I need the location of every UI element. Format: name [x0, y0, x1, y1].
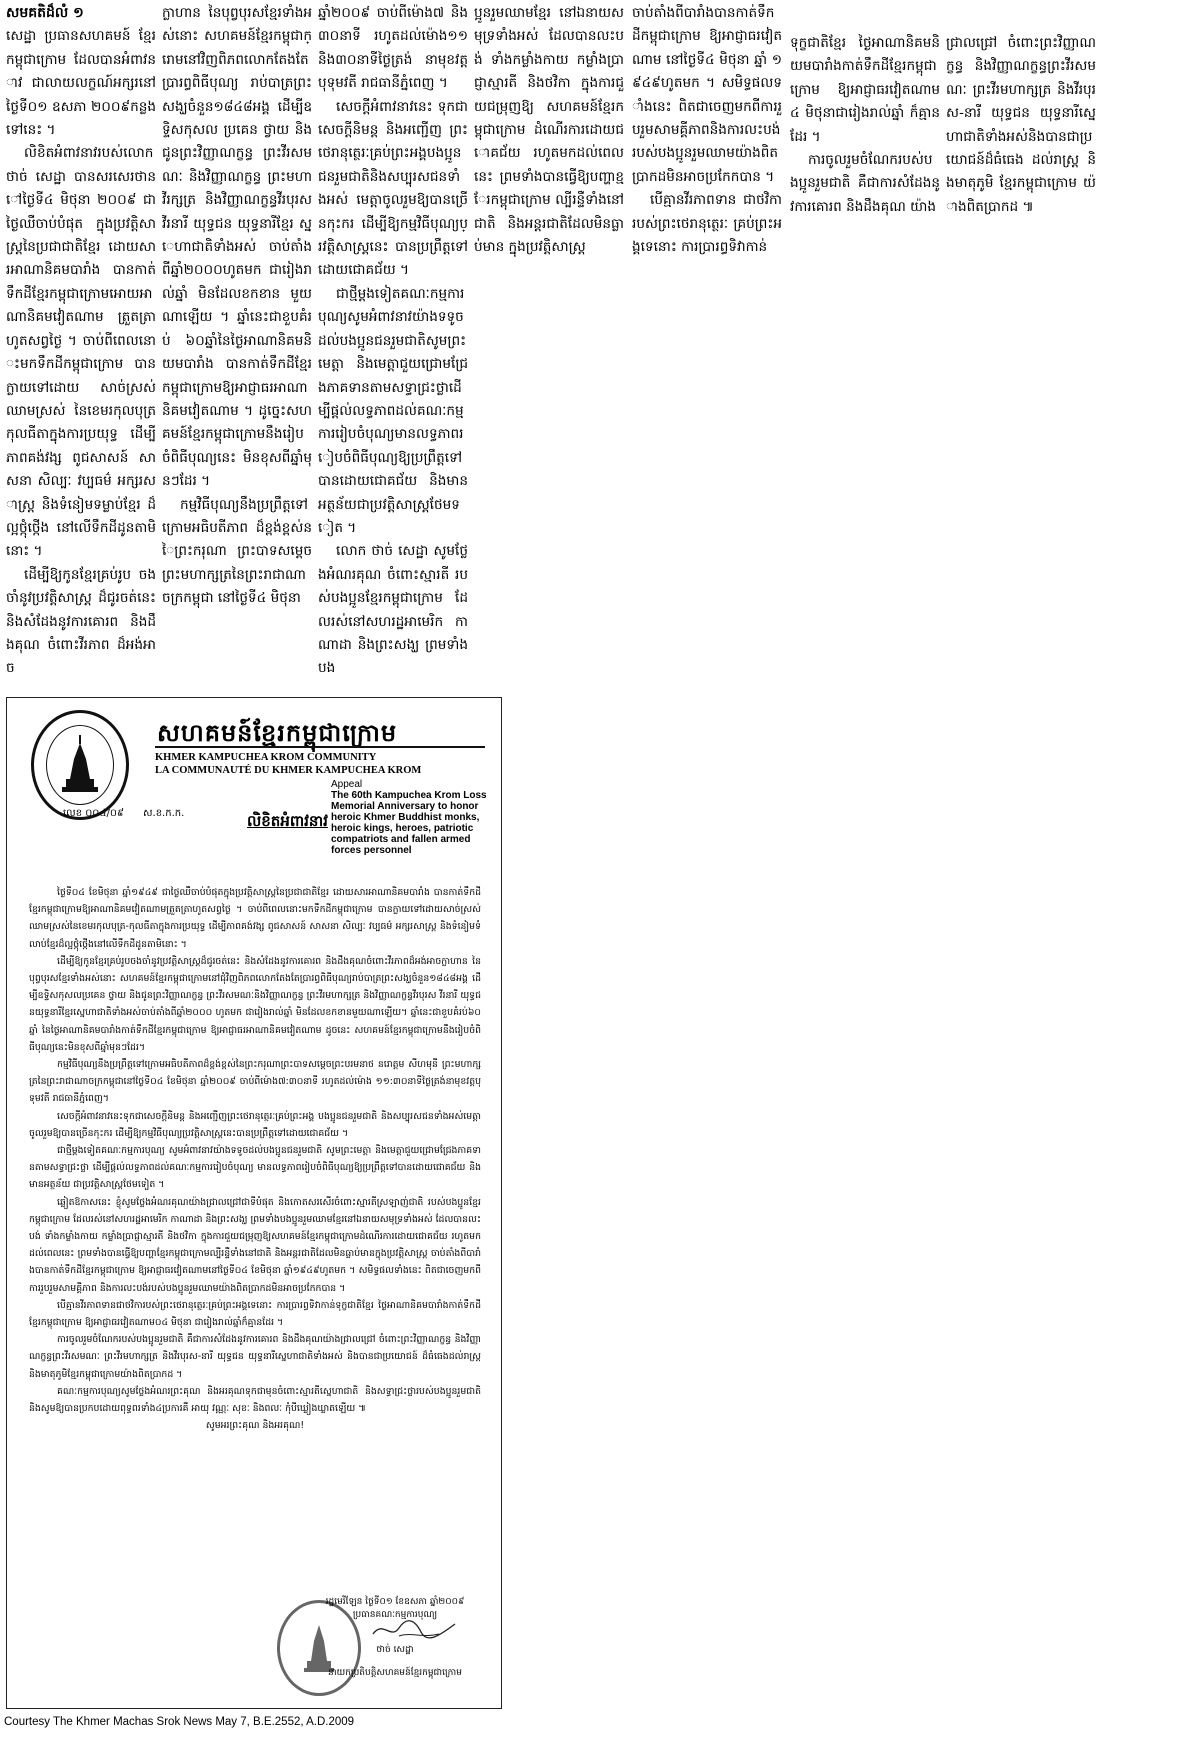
article-column-3	[318, 2, 468, 690]
signer-name: ថាច់ សេដ្ឋា	[376, 1645, 414, 1655]
organization-name-english: KHMER KAMPUCHEA KROM COMMUNITY	[155, 752, 377, 763]
letter-paragraph: ជាថ្មីម្តងទៀតគណៈកម្មការបុណ្យ សូមអំពាវនាវយ៉ាងទទូចដល់បងប្អូនជនរួមជាតិ សូមព្រះមេត្តា និងមេត្តាជួយជ្រោមជ្រែងភាគទានតាមសទ្ធាជ្រះថ្លា ដើម្បីផ្តល់លទ្ធភាពដល់គណៈកម្មការរៀបចំបុណ្យ មានលទ្ធភាពរៀបចំពិធីបុណ្យឱ្យប្រព្រឹត្តទៅបានដោយជោគជ័យ និងមានអត្ថន័យ ជាប្រវត្តិសាស្ត្រថែមទៀត ។	[29, 1145, 481, 1191]
paragraph: សេចក្តីអំពាវនាវនេះ ទុកជាសេចក្តីនិមន្ត និងអញ្ជើញ ព្រះថេរានុត្ថេរៈគ្រប់ព្រះអង្គបងប្អូនជនរួមជាតិនិងសប្បុរសជនទាំងអស់ មេត្តាចូលរួមឱ្យបានច្រើនកុះករ ដើម្បីឱ្យកម្មវិធីបុណ្យប្រវត្តិសាស្ត្រនេះ បានប្រព្រឹត្តទៅដោយជោគជ័យ ។	[318, 98, 468, 279]
column-heading: សមគតិដ៏លំ ១	[6, 5, 84, 21]
courtesy-credit: Courtesy The Khmer Machas Srok News May 7, B.E.2552, A.D.2009	[4, 1716, 355, 1728]
appeal-letter	[6, 697, 502, 1709]
paragraph: សេដ្ឋា ប្រធានសហគមន៍ ខ្មែរកម្ពុជាក្រោម ដែលបានអំពាវនាវ ជាលាយលក្ខណ៍អក្សរនៅថ្ងៃទី០១ ឧសភា ២០០៩កន្លងទៅនេះ ។	[6, 28, 156, 139]
article-column-6	[790, 2, 940, 260]
letter-title: លិខិតអំពាវនាវ	[247, 812, 328, 830]
paragraph: ជាថ្មីម្តងទៀតគណៈកម្មការបុណ្យសូមអំពាវនាវយ៉ាងទទូចដល់បងប្អូនជនរួមជាតិសូមព្រះមេត្តា និងមេត្តាជួយជ្រោមជ្រែងភាគទានតាមសទ្ធាជ្រះថ្លាដើម្បីផ្តល់លទ្ធភាពដល់គណៈកម្មការរៀបចំបុណ្យមានលទ្ធភាពរៀបចំពិធីបុណ្យឱ្យប្រព្រឹត្តទៅ បានដោយជោគជ័យ និងមានអត្ថន័យជាប្រវត្តិសាស្ត្រថែមទៀត ។	[318, 285, 468, 536]
letter-paragraph: កម្មវិធីបុណ្យនឹងប្រព្រឹត្តទៅក្រោមអធិបតីភាពដ៏ខ្ពង់ខ្ពស់នៃព្រះករុណាព្រះបាទសម្តេចព្រះបរមនាថ នរោត្តម សីហមុនី ព្រះមហាក្សត្រនៃព្រះរាជាណាចក្រកម្ពុជានៅថ្ងៃទី០៤ ខែមិថុនា ឆ្នាំ២០០៩ ចាប់ពីម៉ោង៧:៣០នាទី រហូតដល់ម៉ោង ១១:៣០នាទីថ្ងៃត្រង់នាមុខវត្តបុទុមវតី រាជធានីភ្នំពេញ។	[29, 1059, 481, 1105]
letter-paragraph: ឆ្លៀតឱកាសនេះ ខ្ញុំសូមថ្លែងអំណរគុណយ៉ាងជ្រាលជ្រៅជាទីបំផុត និងកោតសរសើរចំពោះស្មារតីស្រឡាញ់ជាតិ របស់បងប្អូនខ្មែរកម្ពុជាក្រោម ដែលរស់នៅសហរដ្ឋអាមេរិក កាណាដា និងព្រះសង្ឃ ព្រមទាំងបងប្អូនរួមឈាមខ្មែរនៅឯនាយសមុទ្រទាំងអស់ ដែលបានលះបង់ ទាំងកម្លាំងកាយ កម្លាំងប្រាជ្ញាស្មារតី និងថវិកា ក្នុងការជួយជម្រុញឱ្យសហគមន៍ខ្មែរកម្ពុជាក្រោមដំណើរការដោយជោគជ័យ រហូតមកដល់ពេលនេះ ព្រមទាំងបានធ្វើឱ្យបញ្ហាខ្មែរកម្ពុជាក្រោមល្បីរន្ទឺទាំងនៅជាតិ និងអន្តរជាតិដែលមិនធ្លាប់មានក្នុងប្រវត្តិសាស្ត្រ ចាប់តាំងពីបារាំងបានកាត់ទឹកដីខ្មែរកម្ពុជាក្រោម ឱ្យអាជ្ញាធរវៀតណាមនៅថ្ងៃទី០៤ ខែមិថុនា ឆ្នាំ១៩៤៩ហូតមក ។ សមិទ្ធផលទាំងនេះ ពិតជាចេញមកពីការរួបរួមសាមគ្គីភាព និងការលះបង់របស់បងប្អូនរួមឈាមយ៉ាងពិតប្រាកដមិនអាចប្រកែកបាន ។	[29, 1196, 481, 1294]
reference-number: លេខ ០០៤/០៩	[63, 808, 124, 819]
organization-name-khmer: សហគមន៍ខ្មែរកម្ពុជាក្រោម	[157, 719, 398, 747]
article-column-5	[632, 2, 782, 260]
appeal-label: Appeal	[331, 779, 363, 790]
organization-name-french: LA COMMUNAUTÉ DU KHMER KAMPUCHEA KROM	[155, 765, 422, 776]
letter-paragraph: ការចូលរួមចំណែករបស់បងប្អូនរួមជាតិ គឺជាការសំដែងនូវការគោរព និងដឹងគុណយ៉ាងជ្រាលជ្រៅ ចំពោះព្រះវិញ្ញាណក្ខន្ធ និងវិញ្ញាណក្ខន្ធព្រះវីរសមណៈ ព្រះវីរមហាក្សត្រ និងវីរបុរស-នារី យុទ្ធជន យុទ្ធនារីស្នេហាជាតិទាំងអស់ និងបានជាប្រយោជន៍ ដ៏ធំធេងដល់រាស្ត្រ និងមាតុភូមិខ្មែរកម្ពុជាក្រោមយ៉ាងពិតប្រាកដ ។	[29, 1334, 481, 1380]
paragraph: ឆ្នាំ២០០៩ ចាប់ពីម៉ោង៧ និង ៣០នាទី រហូតដល់ម៉ោង១១ និង៣០នាទីថ្ងៃត្រង់ នាមុខវត្តបុទុមវតី រាជធានីភ្នំពេញ ។	[318, 5, 468, 92]
reference-abbreviation: ស.ខ.ក.ក.	[143, 808, 185, 819]
signer-title: នាយកប្រតិបត្តិសហគមន៍ខ្មែរកម្ពុជាក្រោម	[328, 1668, 462, 1678]
organization-seal	[31, 710, 129, 820]
article-column-7	[946, 2, 1096, 260]
appeal-text: The 60th Kampuchea Krom Loss Memorial Anniversary to honor heroic Khmer Buddhist monks, heroic kings, heroes, patriotic compatriots and fallen armed forces personnel	[331, 790, 487, 856]
letter-paragraph: សូមអរព្រះគុណ និងអរគុណ!	[205, 1420, 305, 1432]
paragraph: ចាប់តាំងពីបារាំងបានកាត់ទឹកដីកម្ពុជាក្រោម ឱ្យអាជ្ញាធរវៀតណាម នៅថ្ងៃទី៤ មិថុនា ឆ្នាំ ១៩៤៩ហូតមក ។ សមិទ្ធផលទាំងនេះ ពិតជាចេញមកពីការរួបរួមសាមគ្គីភាពនិងការលះបង់របស់បងប្អូនរួមឈាមយ៉ាងពិតប្រាកដមិនអាចប្រកែកបាន ។	[632, 5, 782, 185]
paragraph: លិខិតអំពាវនាវរបស់លោក ថាច់ សេដ្ឋា បានសរសេរថានៅថ្ងៃទី៤ មិថុនា ២០០៩ ជាថ្ងៃឈឺចាប់បំផុត ក្នុងប្រវត្តិសាស្ត្រនៃប្រជាជាតិខ្មែរ ដោយសារអាណានិគមបារាំង បានកាត់ទឹកដីខ្មែរកម្ពុជាក្រោមអោយអាណានិគមវៀតណាម ត្រួតត្រាហូតសព្វថ្ងៃ ។ ចាប់ពីពេលនោះមកទឹកដីកម្ពុជាក្រោម បានក្លាយទៅដោយ សាច់ស្រស់ ឈាមស្រស់ នៃខេមរកុលបុត្រ កុលធីតាក្នុងការប្រយុទ្ធ ដើម្បីភាពគង់វង្ស ពូជសាសន៍ សាសនា សិល្បៈ វប្បធម៌ អក្សរសាស្ត្រ និងទំនៀមទម្លាប់ខ្មែរ ដ៏ល្អថ្កុំថ្កើង នៅលើទឹកដីដូនតាមិនោះ ។	[6, 145, 156, 560]
letter-body	[29, 884, 481, 1435]
paragraph: ទុក្ខជាតិខ្មែរ ថ្ងៃអាណានិគមនិយមបារាំងកាត់ទឹកដីខ្មែរកម្ពុជាក្រោម ឱ្យអាជ្ញាធរវៀតណាម ៤ មិថុនាជារៀងរាល់ឆ្នាំ ក៏គ្មានដែរ ។	[790, 35, 940, 145]
header-rule	[155, 746, 485, 748]
paragraph: កម្មវិធីបុណ្យនឹងប្រព្រឹត្តទៅក្រោមអធិបតីភាព ដ៏ខ្ពង់ខ្ពស់នៃព្រះករុណា ព្រះបាទសម្តេចព្រះមហាក្សត្រនៃព្រះរាជាណាចក្រកម្ពុជា នៅថ្ងៃទី៤ មិថុនា	[162, 496, 312, 607]
paragraph: ក្លាហាន នៃបុព្វបុរសខ្មែរទាំងអស់នោះ សហគមន៍ខ្មែរកម្ពុជាក្រោមនៅវិញពិភពលោកតែងតែប្រារព្ធពិធីបុណ្យ រាប់បាត្រព្រះសង្ឃចំនួន១៨៤៨អង្គ ដើម្បីឧទ្ទិសកុសល ប្រគេន ថ្វាយ និងជូនព្រះវិញ្ញាណក្ខន្ធ ព្រះវីរសមណៈ និងវិញ្ញាណក្ខន្ធ ព្រះមហាវីរក្សត្រ និងវិញ្ញាណក្ខន្ធវីរបុរស វីរនារី យុទ្ធជន យុទ្ធនារីខ្មែរ ស្នេហាជាតិទាំងអស់ ចាប់តាំងពីឆ្នាំ២០០០ហូតមក ជារៀងរាល់ឆ្នាំ មិនដែលខកខាន មួយណាឡើយ ។ ឆ្នាំនេះជាខួបគំរប់ ៦០ឆ្នាំនៃថ្ងៃអាណានិគមនិយមបារាំង បានកាត់ទឹកដីខ្មែរកម្ពុជាក្រោមឱ្យអាជ្ញាធរអាណានិគមវៀតណាម ។ ដូច្នេះសហគមន៍ខ្មែរកម្ពុជាក្រោមនឹងរៀបចំពិធីបុណ្យនេះ មិនខុសពីឆ្នាំមុនៗដែរ ។	[162, 5, 312, 490]
closing-role: ប្រធានគណៈកម្មការបុណ្យ	[352, 1610, 438, 1620]
paragraph: ការចូលរួមចំណែករបស់បងប្អូនរួមជាតិ គឺជាការសំដែងនូវការគោរព និងដឹងគុណ យ៉ាង	[790, 152, 940, 215]
paragraph: ជ្រាលជ្រៅ ចំពោះព្រះវិញ្ញាណក្ខន្ធ និងវិញ្ញាណក្ខន្ធព្រះវីរសមណៈ ព្រះវីរមហាក្សត្រ និងវីរបុរស-នារី យុទ្ធជន យុទ្ធនារីស្នេហាជាតិទាំងអស់និងបានជាប្រយោជន៍ដ៏ធំធេង ដល់រាស្ត្រ និងមាតុភូមិ ខ្មែរកម្ពុជាក្រោម យ៉ាងពិតប្រាកដ ៕	[946, 35, 1096, 215]
letter-paragraph: ដើម្បីឱ្យកូនខ្មែរគ្រប់រូបចងចាំនូវប្រវត្តិសាស្ត្រដ៏ជូរចត់នេះ និងសំដែងនូវការគោរព និងដឹងគុណចំពោះវីរភាពដ៏អង់អាចក្លាហាន នៃបុព្វបុរសខ្មែរទាំងអស់នោះ សហគមន៍ខ្មែរកម្ពុជាក្រោមនៅជុំវិញពិភពលោកតែងតែប្រារព្ធពិធីបុណ្យរាប់បាត្រព្រះសង្ឃចំនួន១៨៤៨អង្គ ដើម្បីឧទ្ទិសកុសលប្រគេន ថ្វាយ និងជូនព្រះវិញ្ញាណក្ខន្ធ ព្រះវីរសមណៈនិងវិញ្ញាណក្ខន្ធ ព្រះវីរមហាក្សត្រ និងវិញ្ញាណក្ខន្ធវីរបុរស វីរនារី យុទ្ធជនយុទ្ធនារីខ្មែរស្នេហាជាតិទាំងអស់ចាប់តាំងពីឆ្នាំ២០០០ ហូតមក ជារៀងរាល់ឆ្នាំ មិនដែលខកខានមួយណាឡើយ។ ឆ្នាំនេះជាខួបគំរប់៦០ឆ្នាំ នៃថ្ងៃអាណានិគមបារាំងកាត់ទឹកដីខ្មែរកម្ពុជាក្រោម ឱ្យអាជ្ញាធរអាណានិគមវៀតណាម ដូចនេះ សហគមន៍ខ្មែរកម្ពុជាក្រោមនឹងរៀបចំពិធីបុណ្យនេះមិនខុសពីឆ្នាំមុនៗដែរ។	[29, 955, 481, 1053]
closing-date: រដ្ឋមេរីឡែន ថ្ងៃទី០១ ខែឧសភា ឆ្នាំ២០០៩	[325, 1597, 465, 1607]
article-column-2	[162, 2, 312, 690]
paragraph: លោក ថាច់ សេដ្ឋា សូមថ្លែងអំណរគុណ ចំពោះស្មារតី របស់បងប្អូនខ្មែរកម្ពុជាក្រោម ដែលរស់នៅសហរដ្ឋអាមេរិក កាណាដា និងព្រះសង្ឃ ព្រមទាំងបង	[318, 543, 468, 677]
letter-paragraph: បើគ្មានវីរភាពទានជាថវិការបស់ព្រះថេរានុត្ថេរៈគ្រប់ព្រះអង្គទេនោះ ការប្រារព្ធទិវាកាន់ទុក្ខជាតិខ្មែរ ថ្ងៃអាណានិគមបារាំងកាត់ទឹកដីខ្មែរកម្ពុជាក្រោម ឱ្យអាជ្ញាធរវៀតណាម០៤ មិថុនា ជារៀងរាល់ឆ្នាំក៏គ្មានដែរ ។	[29, 1299, 481, 1329]
letter-paragraph: សេចក្តីអំពាវនាវនេះទុកជាសេចក្តីនិមន្ត និងអញ្ជើញព្រះថេរានុត្ថេរៈគ្រប់ព្រះអង្គ បងប្អូនជនរួមជាតិ និងសប្បុរសជនទាំងអស់មេត្តាចូលរួមឱ្យបានច្រើនកុះករ ដើម្បីឱ្យកម្មវិធីបុណ្យប្រវត្តិសាស្ត្រនេះបានប្រព្រឹត្តទៅដោយជោគជ័យ ។	[29, 1110, 481, 1139]
appeal-heading	[331, 779, 499, 856]
signature	[369, 1616, 459, 1642]
letter-paragraph: គណៈកម្មការបុណ្យសូមថ្លែងអំណរព្រះគុណ និងអរគុណទុកជាមុនចំពោះស្មារតីស្នេហាជាតិ និងសទ្ធាជ្រះថ្លារបស់បងប្អូនរួមជាតិ និងសូមឱ្យបានប្រកបដោយពុទ្ធពរទាំង៤ប្រការគឺ អាយុ វណ្ណៈ សុខៈ និងពលៈ កុំបីឃ្លៀងឃ្លាតឡើយ ៕	[29, 1385, 481, 1415]
paragraph: បើគ្មានវីរភាពទាន ជាថវិការបស់ព្រះថេរានុត្ថេរៈ គ្រប់ព្រះអង្គទេនោះ ការប្រារព្ធទិវាកាន់	[632, 192, 782, 256]
article-column-4	[474, 2, 624, 260]
paragraph: ដើម្បីឱ្យកូនខ្មែរគ្រប់រូប ចង ចាំនូវប្រវត្តិសាស្ត្រ ដ៏ជូរចត់នេះ និងសំដែងនូវការគោរព និងដឹងគុណ ចំពោះវីរភាព ដ៏អង់អាច	[6, 566, 156, 677]
letter-paragraph: ថ្ងៃទី០៤ ខែមិថុនា ឆ្នាំ១៩៤៩ ជាថ្ងៃឈឺចាប់បំផុតក្នុងប្រវត្តិសាស្ត្រនៃប្រជាជាតិខ្មែរ ដោយសារអាណានិគមបារាំង បានកាត់ទឹកដីខ្មែរកម្ពុជាក្រោមឱ្យអាណានិគមវៀតណាមត្រួតត្រាហូតសព្វថ្ងៃ ។ ចាប់ពីពេលនោះមកទឹកដីកម្ពុជាក្រោម បានក្លាយទៅដោយសាច់ស្រស់ឈាមស្រស់នៃខេមរកុលបុត្រ-កុលធីតាក្នុងការប្រយុទ្ធ ដើម្បីភាពគង់វង្ស ពូជសាសន៍ សាសនា សិល្បៈ វប្បធម៌ អក្សរសាស្ត្រ និងទំនៀមទំលាប់ខ្មែរដ៏ល្អថ្កុំថ្កើងនៅលើទឹកដីដូនតាមិនោះ ។	[29, 887, 481, 950]
paragraph: ប្អូនរួមឈាមខ្មែរ នៅឯនាយសមុទ្រទាំងអស់ ដែលបានលះបង់ ទាំងកម្លាំងកាយ កម្លាំងប្រាជ្ញាស្មារតី និងថវិកា ក្នុងការជួយជម្រុញឱ្យ សហគមន៍ខ្មែរកម្ពុជាក្រោម ដំណើរការដោយជោគជ័យ រហូតមកដល់ពេលនេះ ព្រមទាំងបានធ្វើឱ្យបញ្ហាខ្មែរកម្ពុជាក្រោម ល្បីរន្ទឺទាំងនៅជាតិ និងអន្តរជាតិដែលមិនធ្លាប់មាន ក្នុងប្រវត្តិសាស្ត្រ	[474, 5, 624, 256]
article-column-1	[6, 2, 156, 690]
